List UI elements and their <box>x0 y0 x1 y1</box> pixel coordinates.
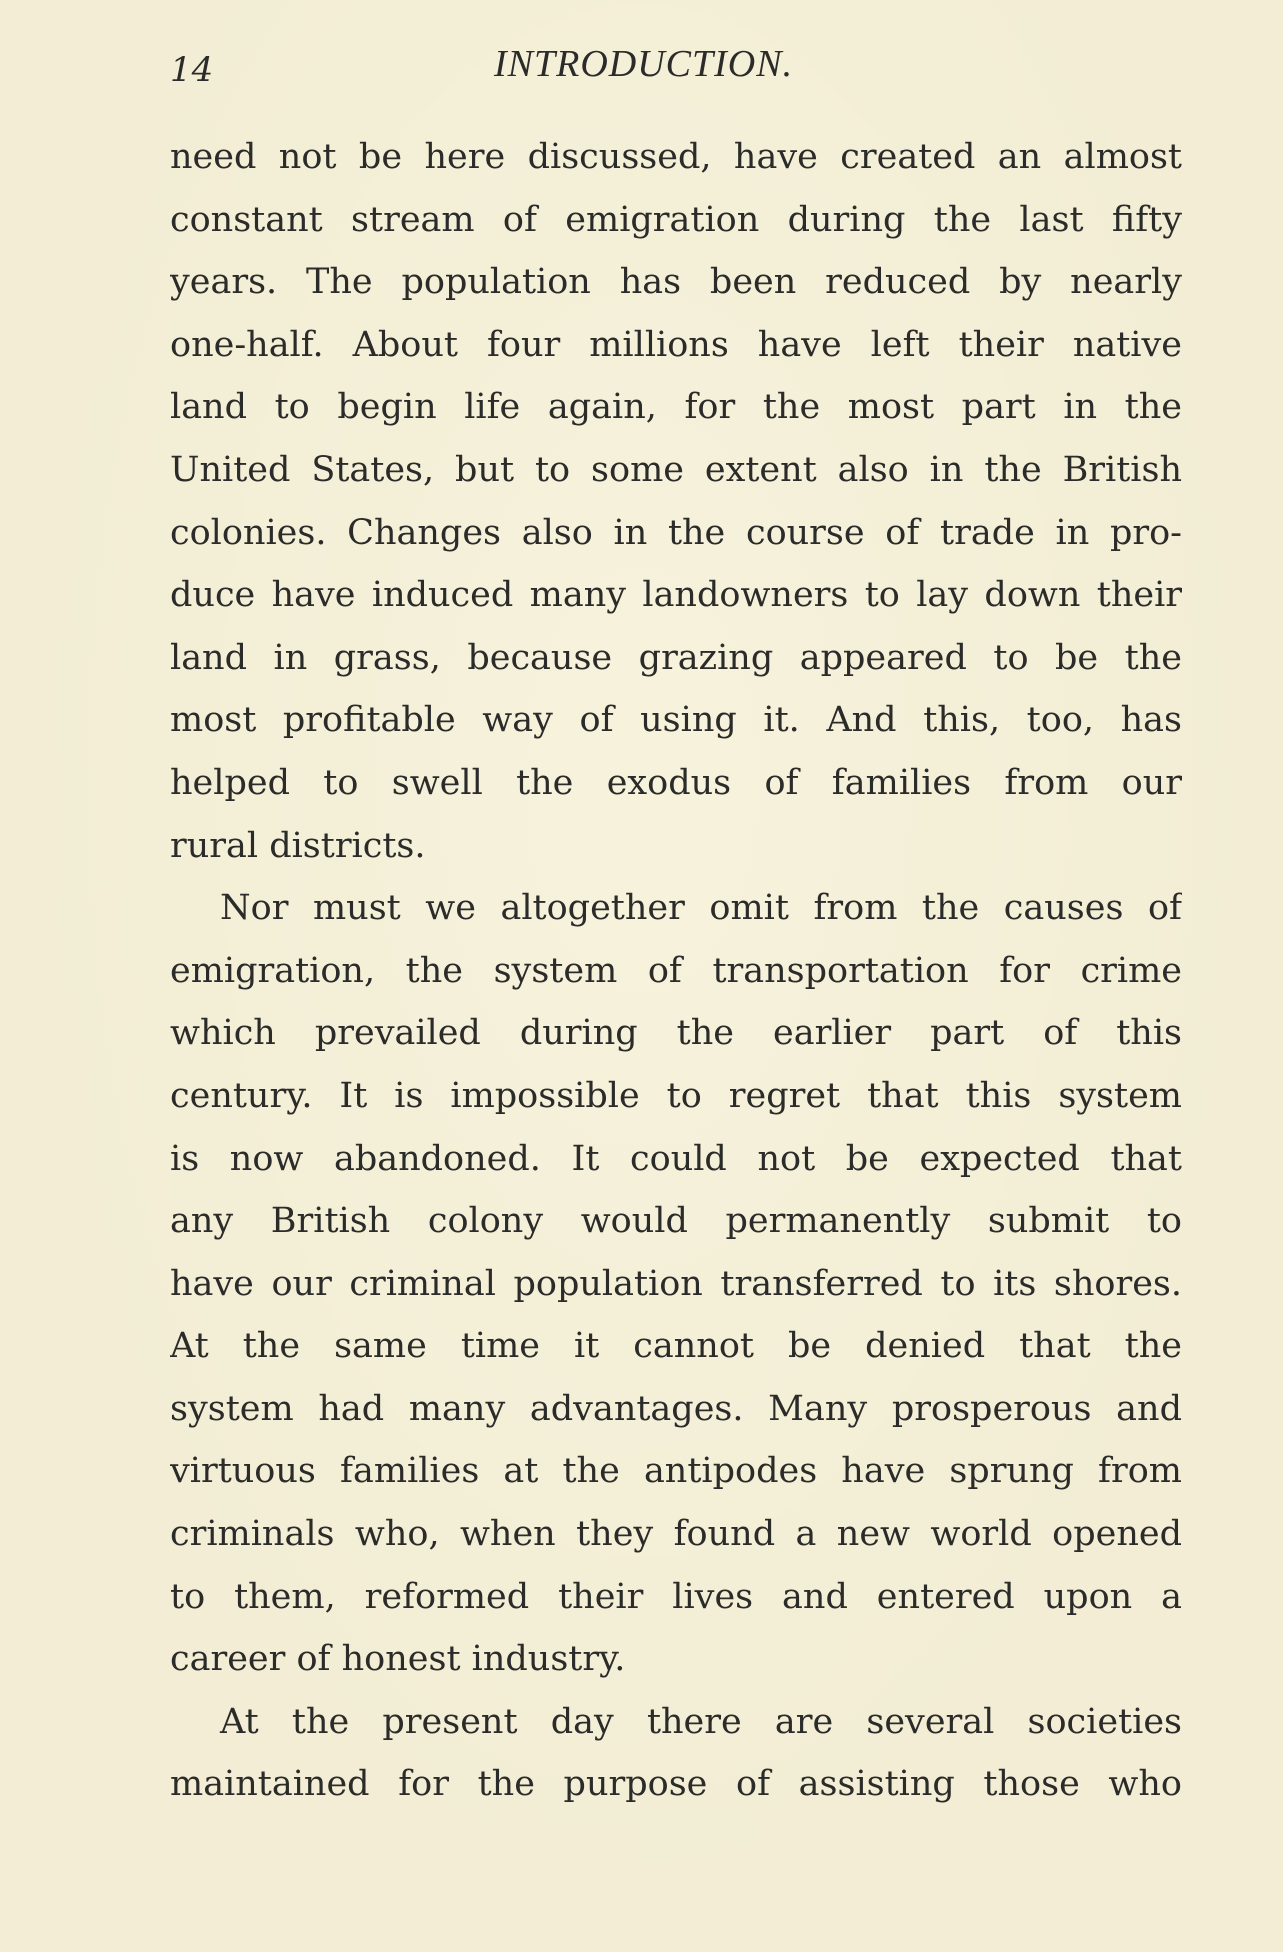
text-line: is now abandoned. It could not be expected that <box>170 1138 1182 1179</box>
text-line: need not be here discussed, have created an almost <box>170 137 1182 177</box>
page-number: 14 <box>170 50 214 90</box>
text-line: have our criminal population transferred to its shores. <box>170 1263 1182 1304</box>
text-line: land in grass, because grazing appeared to be the <box>170 637 1182 678</box>
text-line: United States, but to some extent also in the British <box>170 449 1182 490</box>
text-line: rural districts. <box>170 825 426 866</box>
text-line: At the same time it cannot be denied that the <box>170 1326 1182 1367</box>
text-line: years. The population has been reduced by nearly <box>170 262 1182 303</box>
text-line: duce have induced many landowners to lay down their <box>170 575 1182 616</box>
text-line: system had many advantages. Many prosperous and <box>170 1388 1182 1429</box>
text-line: to them, reformed their lives and entered upon a <box>170 1576 1182 1617</box>
text-line: colonies. Changes also in the course of trade in pro- <box>170 512 1182 553</box>
paragraph-start-line: Nor must we altogether omit from the causes of <box>220 888 1182 929</box>
text-line: virtuous families at the antipodes have sprung from <box>170 1451 1182 1492</box>
running-title: INTRODUCTION. <box>494 43 794 85</box>
text-line: most profitable way of using it. And this, too, has <box>170 700 1182 741</box>
text-line: century. It is impossible to regret that this system <box>170 1075 1182 1116</box>
text-line: helped to swell the exodus of families from our <box>170 762 1182 803</box>
text-line: career of honest industry. <box>170 1639 626 1680</box>
running-head <box>170 42 1170 102</box>
text-line: one-half. About four millions have left their native <box>170 324 1182 365</box>
text-line: land to begin life again, for the most part in the <box>170 387 1182 428</box>
text-line: which prevailed during the earlier part of this <box>170 1013 1182 1054</box>
text-line: criminals who, when they found a new world opened <box>170 1514 1182 1555</box>
body-text <box>170 126 1182 1816</box>
text-line: maintained for the purpose of assisting those who <box>170 1764 1182 1805</box>
text-line: any British colony would permanently submit to <box>170 1201 1182 1242</box>
text-line: constant stream of emigration during the last fifty <box>170 199 1182 240</box>
text-line: emigration, the system of transportation for crime <box>170 950 1182 991</box>
paragraph-start-line: At the present day there are several societies <box>220 1701 1182 1742</box>
